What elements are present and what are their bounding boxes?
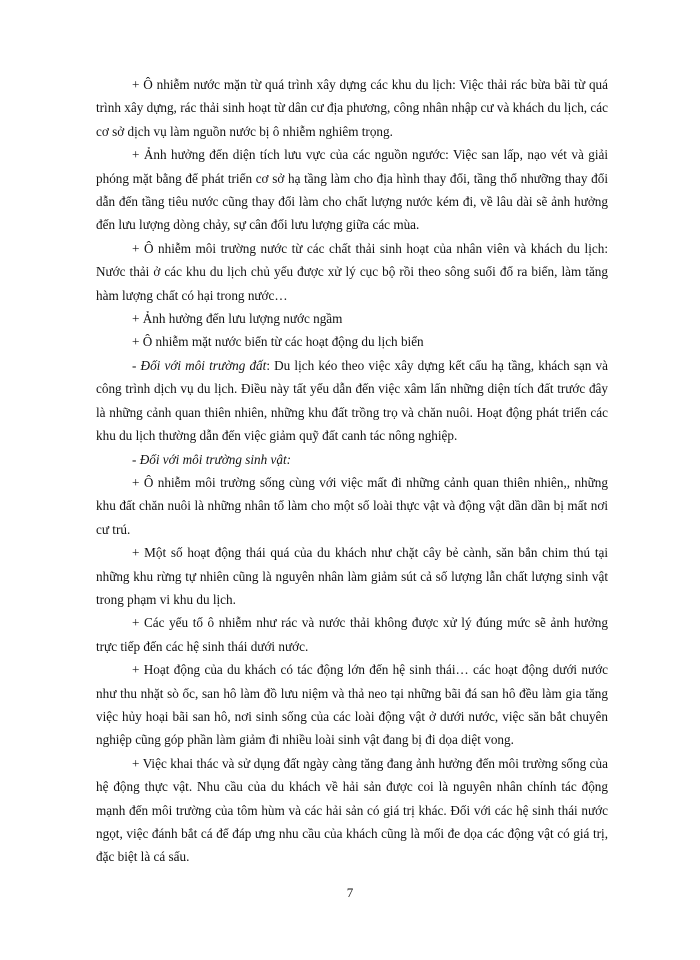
paragraph-11	[96, 658, 608, 752]
paragraph-5	[96, 330, 608, 353]
paragraph-prefix: -	[132, 451, 140, 467]
paragraph-text: + Việc khai thác và sử dụng đất ngày càng tăng đang ảnh hưởng đến môi trường sống của hệ động thực vật. Nhu cầu của du khách về hải sản được coi là nguyên nhân chính tác động mạnh đến môi trường của tôm hùm và các hải sản có giá trị khác. Đối với các hệ sinh thái nước ngọt, việc đánh bắt cá để đáp ưng nhu cầu của khách cũng là mối đe dọa các động vật có giá trị, đặc biệt là cá sấu.	[96, 755, 608, 865]
paragraph-7	[96, 448, 608, 471]
paragraph-text: + Ô nhiễm môi trường sống cùng với việc mất đi những cảnh quan thiên nhiên,, những khu đất chăn nuôi là những nhân tố làm cho một số loài thực vật và động vật dần dần bị mất nơi cư trú.	[96, 474, 608, 537]
paragraph-1	[96, 73, 608, 143]
paragraph-9	[96, 541, 608, 611]
paragraph-3	[96, 237, 608, 307]
paragraph-text: + Các yếu tố ô nhiễm như rác và nước thải không được xử lý đúng mức sẽ ảnh hưởng trực tiếp đến các hệ sinh thái dưới nước.	[96, 615, 608, 654]
paragraph-text: + Ô nhiễm mặt nước biển từ các hoạt động du lịch biển	[132, 334, 424, 350]
paragraph-text: + Ảnh hưởng đến diện tích lưu vực của các nguồn ngước: Việc san lấp, nạo vét và giải phóng mặt bằng để phát triển cơ sở hạ tầng làm cho địa hình thay đổi, tầng thổ nhưỡng thay đổi dẫn đến tầng tiêu nước cũng thay đổi làm cho chất lượng nước kém đi, về lâu dài sẽ ảnh hưởng đến lưu lượng dòng chảy, sự cân đối lưu lượng giữa các mùa.	[96, 147, 608, 233]
paragraph-10	[96, 611, 608, 658]
paragraph-text: + Ô nhiễm nước mặn từ quá trình xây dựng các khu du lịch: Việc thải rác bừa bãi từ quá trình xây dựng, rác thải sinh hoạt từ dân cư địa phương, công nhân nhập cư và khách du lịch, các cơ sở dịch vụ làm nguồn nước bị ô nhiễm nghiêm trọng.	[96, 77, 608, 139]
paragraph-2	[96, 143, 608, 237]
paragraph-text: + Ảnh hưởng đến lưu lượng nước ngầm	[132, 311, 343, 327]
paragraph-text: + Hoạt động của du khách có tác động lớn đến hệ sinh thái… các hoạt động dưới nước như thu nhặt sò ốc, san hô làm đồ lưu niệm và thả neo tại những bãi đá san hô đều làm gia tăng việc hủy hoại bãi san hô, nơi sinh sống của các loài động vật ở dưới nước, việc săn bắt chuyên nghiệp cũng góp phần làm giảm đi nhiều loài sinh vật đang bị đi dọa diệt vong.	[96, 662, 608, 748]
paragraph-6	[96, 354, 608, 448]
paragraph-prefix: -	[132, 357, 141, 373]
paragraph-8	[96, 471, 608, 541]
page-number: 7	[346, 885, 354, 900]
paragraph-12	[96, 752, 608, 869]
section-heading-biota: Đối với môi trường sinh vật:	[139, 451, 292, 467]
document-body	[96, 73, 608, 869]
paragraph-text: : Du lịch kéo theo việc xây dựng kết cấu hạ tầng, khách sạn và công trình dịch vụ du lịch. Điều này tất yếu dẫn đến việc xâm lấn những diện tích đất trước đây là những cảnh quan thiên nhiên, những khu đất trồng trọ và chăn nuôi. Hoạt động phát triển các khu du lịch thường dẫn đến việc giảm quỹ đất canh tác nông nghiệp.	[96, 357, 608, 444]
section-heading-soil: Đối với môi trường đất	[140, 357, 267, 373]
paragraph-text: + Một số hoạt động thái quá của du khách như chặt cây bẻ cành, săn bắn chim thú tại những khu rừng tự nhiên cũng là nguyên nhân làm giảm sút cả số lượng lẫn chất lượng sinh vật trong phạm vi khu du lịch.	[96, 545, 608, 607]
paragraph-text: + Ô nhiễm môi trường nước từ các chất thải sinh hoạt của nhân viên và khách du lịch: Nước thải ở các khu du lịch chủ yếu được xử lý cục bộ rồi theo sông suối đổ ra biển, làm tăng hàm lượng chất có hại trong nước…	[96, 240, 608, 303]
paragraph-4	[96, 307, 608, 330]
